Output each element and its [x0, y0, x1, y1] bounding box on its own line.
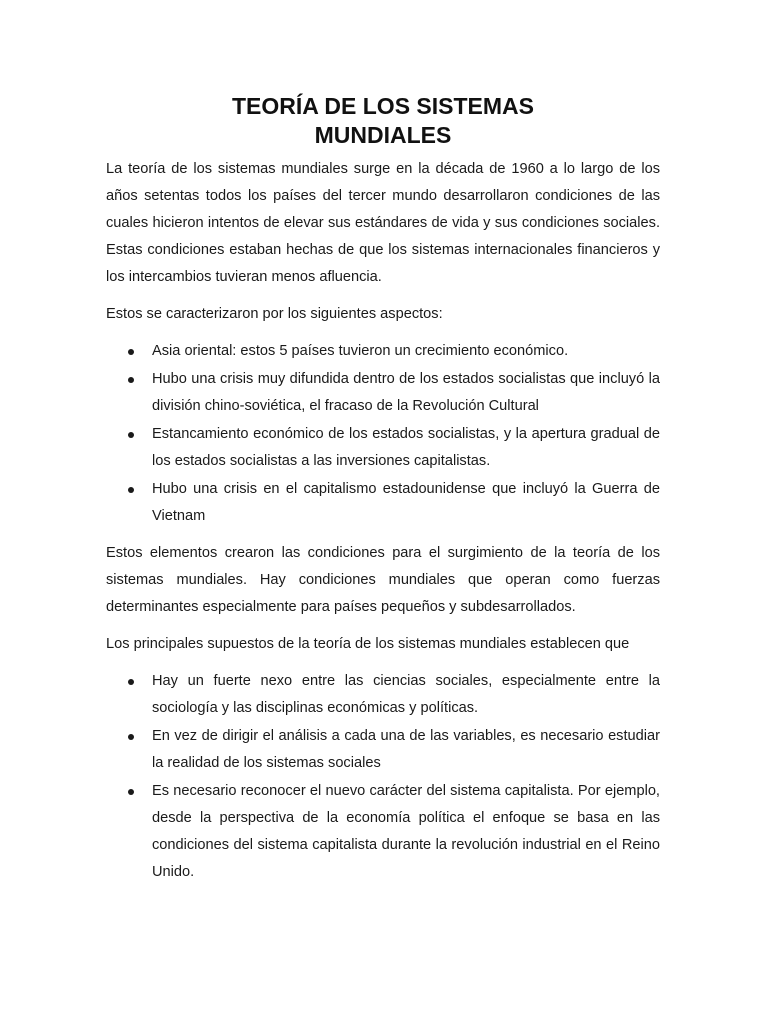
intro-paragraph: La teoría de los sistemas mundiales surge en la década de 1960 a lo largo de los años setentas todos los países del tercer mundo desarrollaron condiciones de las cuales hicieron intentos de elevar sus estándares de vida y sus condiciones sociales. Estas condiciones estaban hechas de que los sistemas internacionales financieros y los intercambios tuvieran menos afluencia. [106, 161, 660, 285]
title-line-1: TEORÍA DE LOS SISTEMAS [231, 93, 534, 119]
bullet-icon [128, 487, 134, 493]
bullet-icon [128, 377, 134, 383]
aspects-intro: Estos se caracterizaron por los siguientes aspectos: [106, 306, 443, 322]
list-item-text: Asia oriental: estos 5 países tuvieron un crecimiento económico. [152, 343, 569, 359]
assumptions-list [106, 668, 660, 886]
list-item [106, 338, 660, 365]
list-item [106, 476, 660, 530]
elements-paragraph: Estos elementos crearon las condiciones para el surgimiento de la teoría de los sistemas mundiales. Hay condiciones mundiales que operan como fuerzas determinantes especialmente para países pequeños y subdesarrollados. [106, 545, 660, 615]
bullet-icon [128, 789, 134, 795]
list-item [106, 668, 660, 722]
list-item [106, 723, 660, 777]
list-item-text: Es necesario reconocer el nuevo carácter del sistema capitalista. Por ejemplo, desde la perspectiva de la economía política el enfoque se basa en las condiciones del sistema capitalista durante la revolución industrial en el Reino Unido. [152, 783, 660, 880]
bullet-icon [128, 679, 134, 685]
list-item [106, 421, 660, 475]
document-title [106, 92, 660, 150]
list-item-text: Estancamiento económico de los estados socialistas, y la apertura gradual de los estados socialistas a las inversiones capitalistas. [152, 426, 660, 469]
title-line-2: MUNDIALES [314, 122, 452, 148]
list-item-text: Hay un fuerte nexo entre las ciencias sociales, especialmente entre la sociología y las disciplinas económicas y políticas. [152, 673, 660, 716]
list-item-text: Hubo una crisis muy difundida dentro de los estados socialistas que incluyó la división chino-soviética, el fracaso de la Revolución Cultural [152, 371, 660, 414]
bullet-icon [128, 349, 134, 355]
assumptions-intro: Los principales supuestos de la teoría de los sistemas mundiales establecen que [106, 636, 630, 652]
list-item-text: En vez de dirigir el análisis a cada una de las variables, es necesario estudiar la realidad de los sistemas sociales [152, 728, 660, 771]
document-page [106, 92, 660, 887]
list-item [106, 366, 660, 420]
list-item-text: Hubo una crisis en el capitalismo estadounidense que incluyó la Guerra de Vietnam [152, 481, 660, 524]
bullet-icon [128, 734, 134, 740]
list-item [106, 778, 660, 886]
bullet-icon [128, 432, 134, 438]
aspects-list [106, 338, 660, 530]
